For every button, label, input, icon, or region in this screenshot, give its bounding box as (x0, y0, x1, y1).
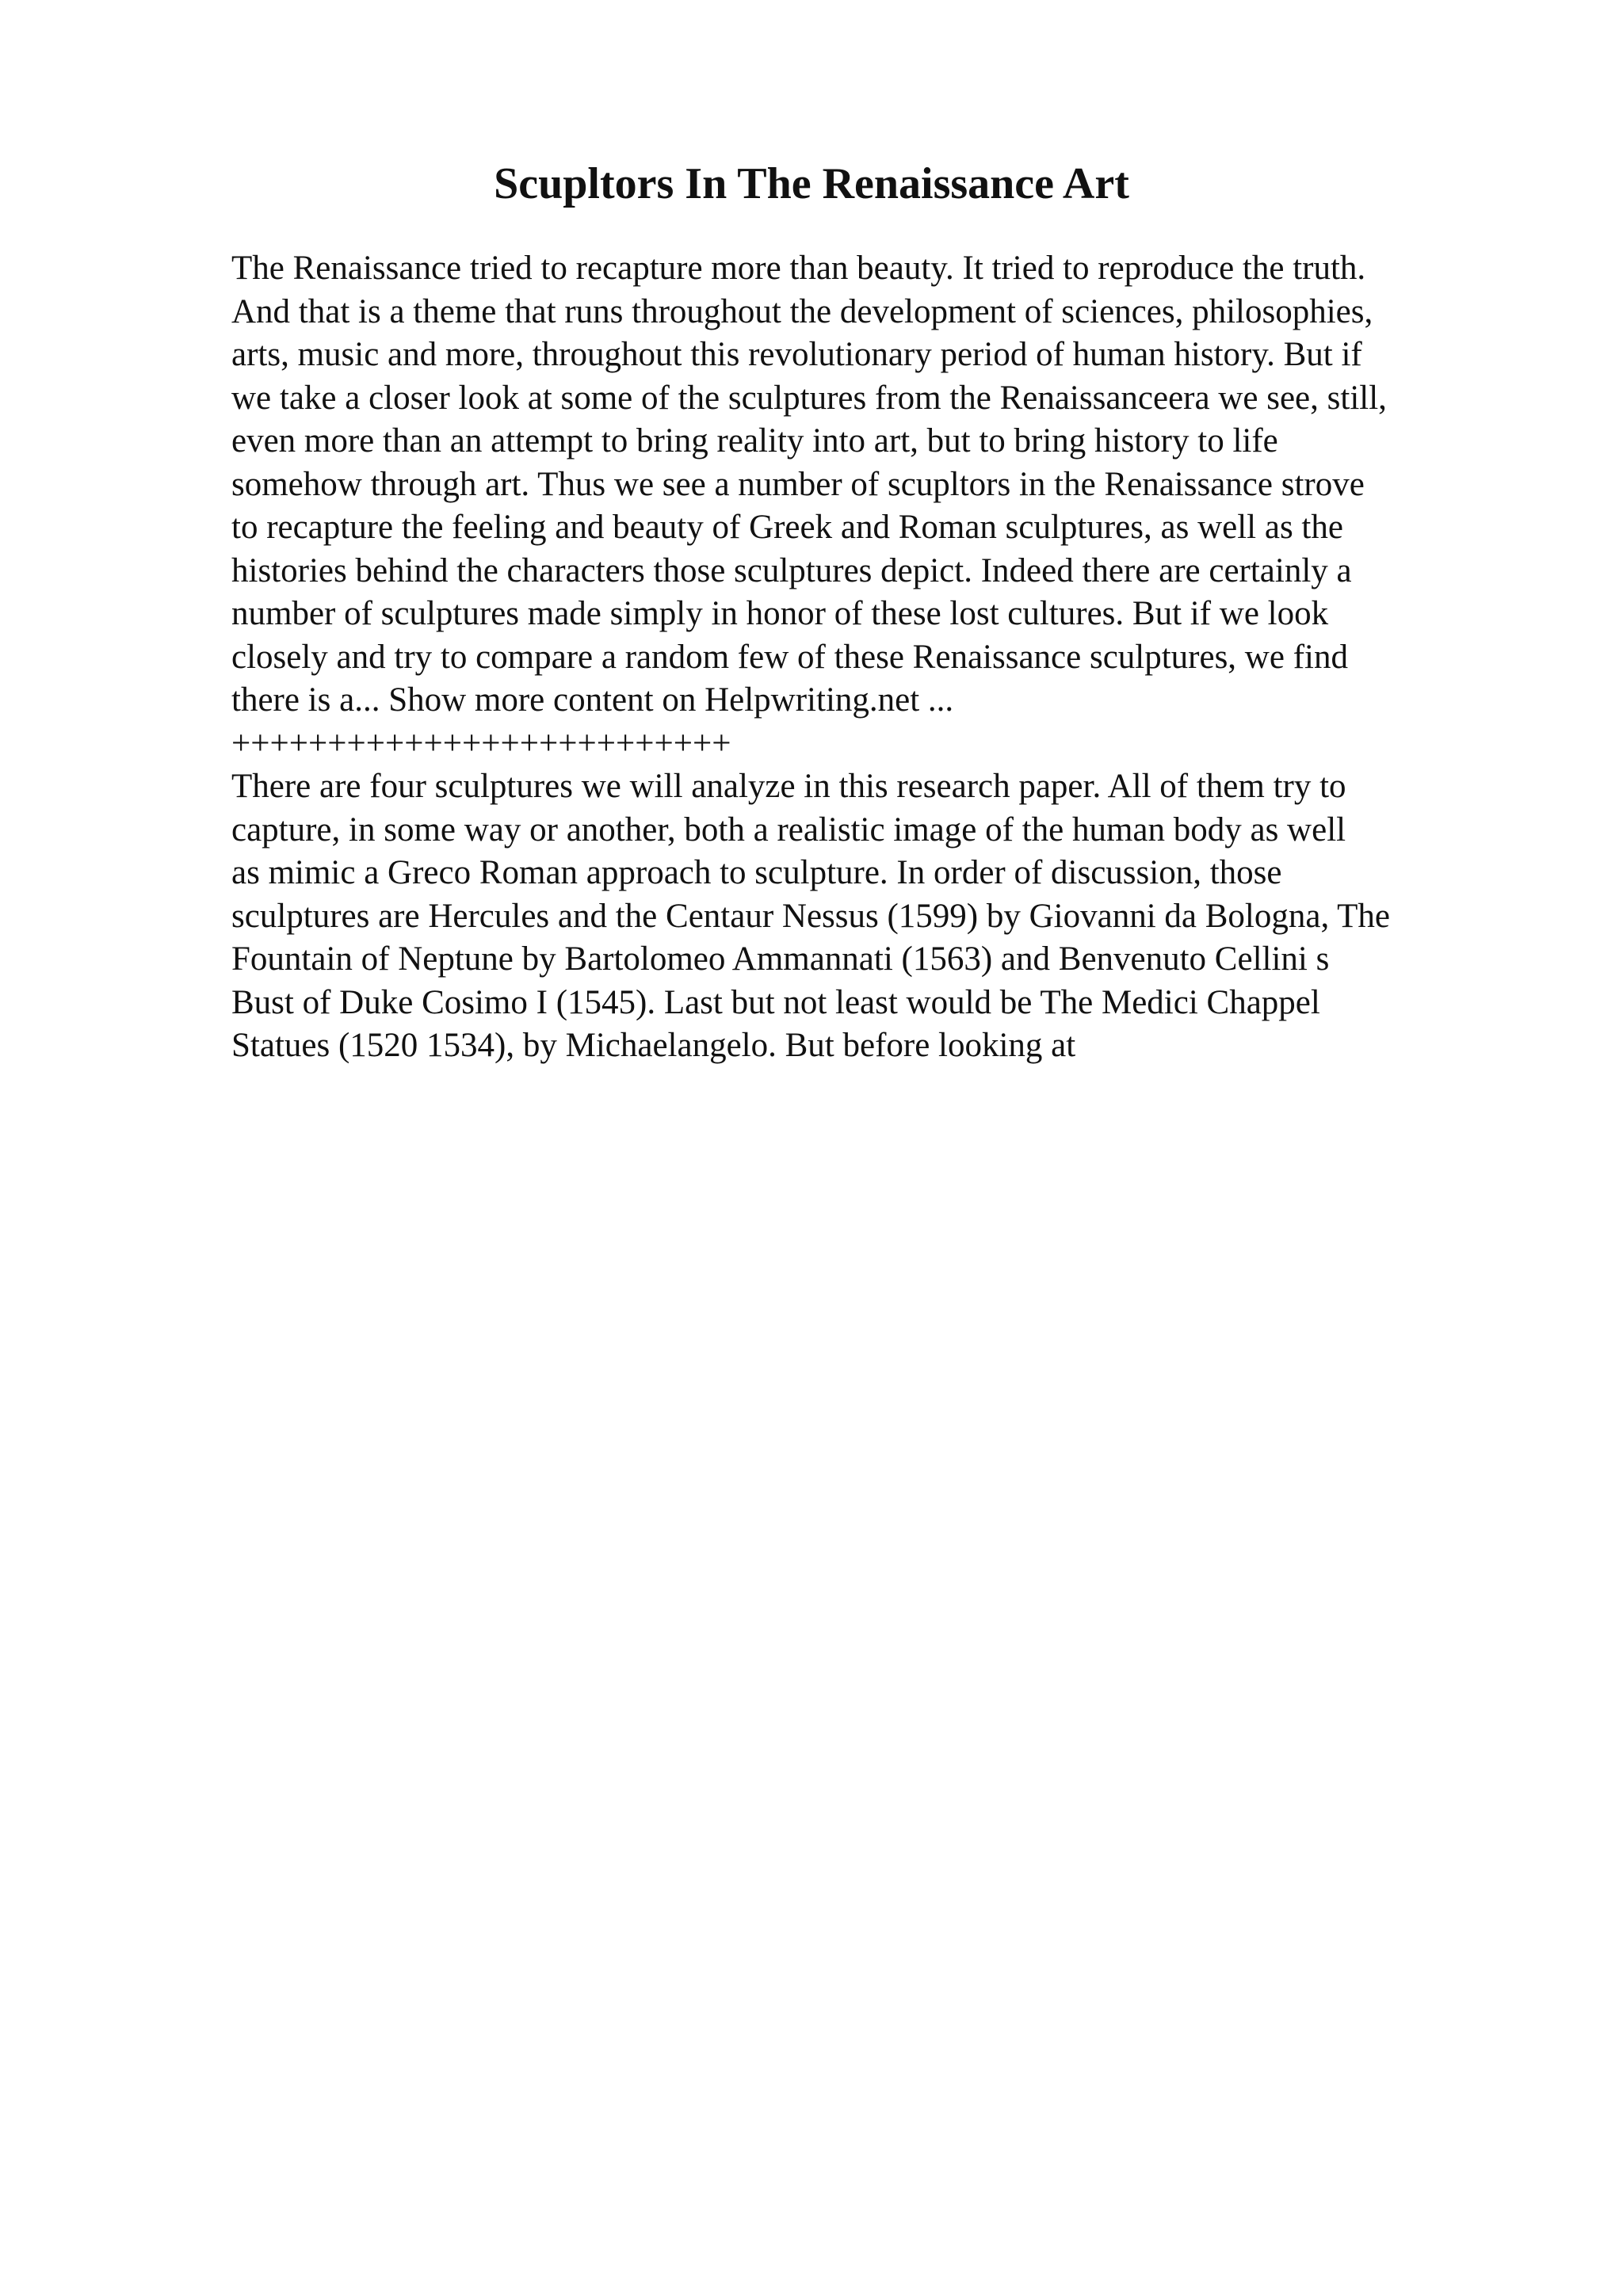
paragraph-line: Bust of Duke Cosimo I (1545). Last but not least would be The Medici Chappel (231, 983, 1320, 1021)
separator-line: ++++++++++++++++++++++++++ (231, 724, 731, 762)
paragraph-line: There are four sculptures we will analyze in this research paper. All of them try to (231, 768, 1346, 805)
paragraph-line: there is a... Show more content on Helpwriting.net ... (231, 681, 954, 719)
paragraph-line: arts, music and more, throughout this revolutionary period of human history. But if (231, 336, 1362, 373)
paragraph-line: Fountain of Neptune by Bartolomeo Ammannati (1563) and Benvenuto Cellini s (231, 940, 1330, 978)
paragraph-1 (231, 247, 1499, 723)
paragraph-line: closely and try to compare a random few of these Renaissance sculptures, we find (231, 638, 1348, 676)
paragraph-line: sculptures are Hercules and the Centaur Nessus (1599) by Giovanni da Bologna, The (231, 897, 1391, 935)
paragraph-line: to recapture the feeling and beauty of Greek and Roman sculptures, as well as the (231, 509, 1343, 546)
paragraph-line: as mimic a Greco Roman approach to sculpture. In order of discussion, those (231, 854, 1282, 891)
paragraph-line: number of sculptures made simply in honor of these lost cultures. But if we look (231, 595, 1329, 632)
document-body (231, 247, 1499, 1068)
paragraph-line: Statues (1520 1534), by Michaelangelo. But before looking at (231, 1027, 1076, 1064)
document-title: Scupltors In The Renaissance Art (494, 159, 1129, 208)
paragraph-2 (231, 765, 1499, 1068)
paragraph-line: we take a closer look at some of the sculptures from the Renaissanceera we see, still, (231, 379, 1387, 417)
paragraph-line: capture, in some way or another, both a realistic image of the human body as well (231, 810, 1346, 849)
paragraph-line: somehow through art. Thus we see a number of scupltors in the Renaissance strove (231, 465, 1365, 503)
paragraph-line: And that is a theme that runs throughout the development of sciences, philosophies, (231, 292, 1373, 330)
paragraph-line: The Renaissance tried to recapture more than beauty. It tried to reproduce the truth. (231, 250, 1366, 287)
paragraph-line: histories behind the characters those sculptures depict. Indeed there are certainly a (231, 551, 1352, 589)
paragraph-line: even more than an attempt to bring reality into art, but to bring history to life (231, 422, 1278, 460)
